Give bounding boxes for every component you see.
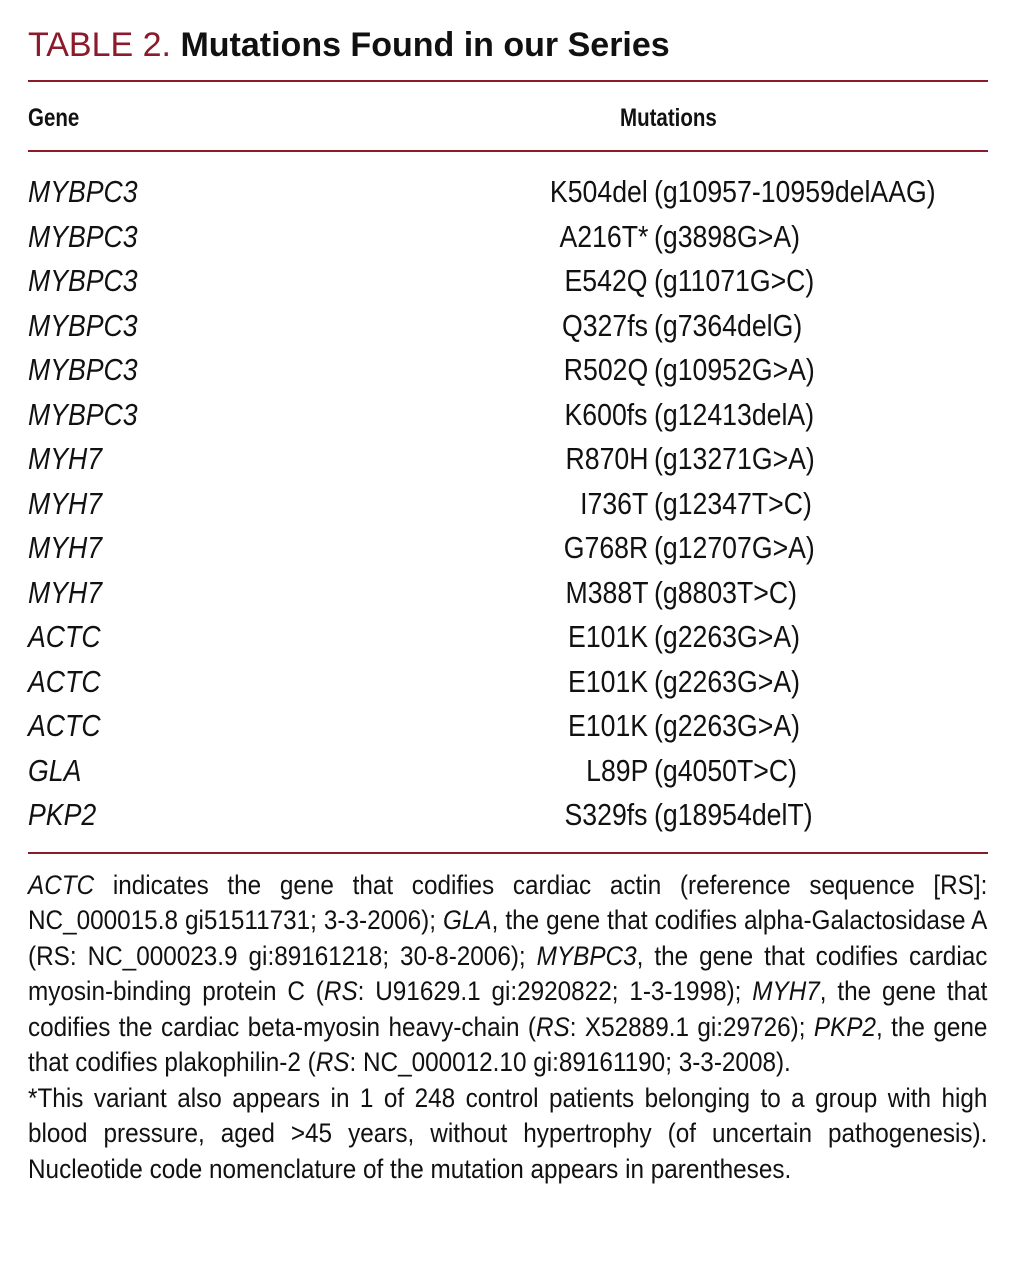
gene-cell: ACTC (28, 619, 101, 654)
table-row (28, 573, 988, 618)
nucleotide-change: (g18954delT) (654, 797, 813, 832)
rs-pkp2: RS (315, 1047, 350, 1077)
nucleotide-change: (g11071G>C) (654, 263, 815, 298)
table-row (28, 795, 988, 840)
nucleotide-change: (g2263G>A) (654, 663, 800, 699)
table-row (28, 439, 988, 484)
table-title-text: Mutations Found in our Series (180, 26, 670, 64)
gene-cell: MYH7 (28, 530, 103, 565)
protein-change: I736T (579, 485, 648, 521)
table-row (28, 217, 988, 262)
table-title-label: TABLE 2. (28, 26, 171, 64)
protein-change: M388T (565, 574, 648, 610)
term-mybpc3: MYBPC3 (536, 940, 637, 971)
gene-cell: MYBPC3 (28, 352, 138, 387)
nucleotide-change: (g2263G>A) (654, 708, 800, 743)
gene-cell: MYH7 (28, 574, 103, 610)
table-row (28, 662, 988, 707)
column-header-gene: Gene (28, 104, 80, 132)
table-row (28, 350, 988, 395)
variant-note: *This variant also appears in 1 of 248 control patients belonging to a group with high blood pressure, aged >45 years, without hypertrophy (of uncertain pathogenesis). Nucleotide code nomenclature of the mutation appears in parentheses. (28, 1082, 988, 1184)
table-row (28, 617, 988, 662)
table-header (28, 82, 988, 150)
text-pkp2-b: : NC_000012.10 gi:89161190; 3-3-2008). (349, 1047, 791, 1077)
rs-myh7: RS (536, 1011, 570, 1042)
gene-cell: MYBPC3 (28, 174, 138, 209)
nucleotide-change: (g3898G>A) (654, 218, 800, 254)
gene-cell: MYBPC3 (28, 263, 138, 298)
abbreviations-note (28, 868, 987, 1081)
gene-cell: MYH7 (28, 441, 103, 476)
nucleotide-change: (g12413delA) (654, 396, 815, 432)
protein-change: S329fs (564, 797, 648, 832)
term-pkp2: PKP2 (813, 1011, 877, 1042)
protein-change: G768R (563, 530, 648, 565)
nucleotide-change: (g7364delG) (654, 307, 803, 343)
protein-change: K600fs (564, 396, 648, 432)
text-myh7-a: , the gene that codifies the cardiac beta-myosin heavy-chain ( (28, 976, 988, 1042)
nucleotide-change: (g12347T>C) (654, 485, 812, 521)
table-row (28, 528, 988, 573)
table-row (28, 261, 988, 306)
term-actc: ACTC (28, 869, 95, 900)
nucleotide-change: (g8803T>C) (654, 574, 798, 610)
nucleotide-change: (g4050T>C) (654, 752, 798, 788)
gene-cell: MYBPC3 (28, 307, 138, 343)
table-row (28, 484, 988, 529)
term-myh7: MYH7 (752, 976, 820, 1006)
table-row (28, 306, 988, 351)
gene-cell: MYBPC3 (28, 218, 138, 254)
protein-change: R870H (565, 441, 648, 476)
table-container (28, 22, 988, 1187)
protein-change: L89P (585, 752, 648, 788)
gene-cell: PKP2 (28, 797, 97, 832)
table-footnotes (28, 868, 988, 1188)
table-row (28, 751, 988, 796)
table-row (28, 706, 988, 751)
protein-change: Q327fs (562, 307, 648, 343)
text-myh7-b: : X52889.1 gi:29726); (569, 1011, 814, 1042)
protein-change: E101K (567, 663, 648, 699)
gene-cell: GLA (28, 752, 82, 788)
protein-change: K504del (550, 174, 648, 209)
term-gla: GLA (442, 905, 492, 935)
column-header-mutations: Mutations (620, 104, 717, 132)
gene-cell: MYH7 (28, 485, 103, 521)
gene-cell: ACTC (28, 663, 101, 699)
nucleotide-change: (g13271G>A) (654, 441, 815, 476)
protein-change: E101K (567, 708, 648, 743)
text-pkp2-a: , the gene that codifies plakophilin-2 ( (28, 1011, 988, 1077)
nucleotide-change: (g2263G>A) (654, 619, 800, 654)
protein-change: A216T* (559, 218, 648, 254)
table-body (28, 152, 988, 846)
gene-cell: MYBPC3 (28, 396, 138, 432)
bottom-rule (28, 852, 988, 854)
table-row (28, 172, 988, 217)
table-title (28, 22, 988, 68)
protein-change: E542Q (564, 263, 648, 298)
gene-cell: ACTC (28, 708, 101, 743)
nucleotide-change: (g10952G>A) (654, 352, 815, 387)
nucleotide-change: (g10957-10959delAAG) (654, 174, 936, 209)
text-mybpc3-b: : U91629.1 gi:2920822; 1-3-1998); (357, 976, 753, 1006)
rs-mybpc3: RS (323, 976, 358, 1006)
protein-change: R502Q (563, 352, 648, 387)
text-gla: , the gene that codifies alpha-Galactosidase A (RS: NC_000023.9 gi:89161218; 30-8-2006); (28, 905, 988, 971)
text-actc: indicates the gene that codifies cardiac actin (reference sequence [RS]: NC_000015.8 gi51511731; 3-3-2006); (28, 869, 988, 935)
nucleotide-change: (g12707G>A) (654, 530, 815, 565)
protein-change: E101K (567, 619, 648, 654)
table-row (28, 395, 988, 440)
text-mybpc3-a: , the gene that codifies cardiac myosin-binding protein C ( (28, 940, 988, 1006)
